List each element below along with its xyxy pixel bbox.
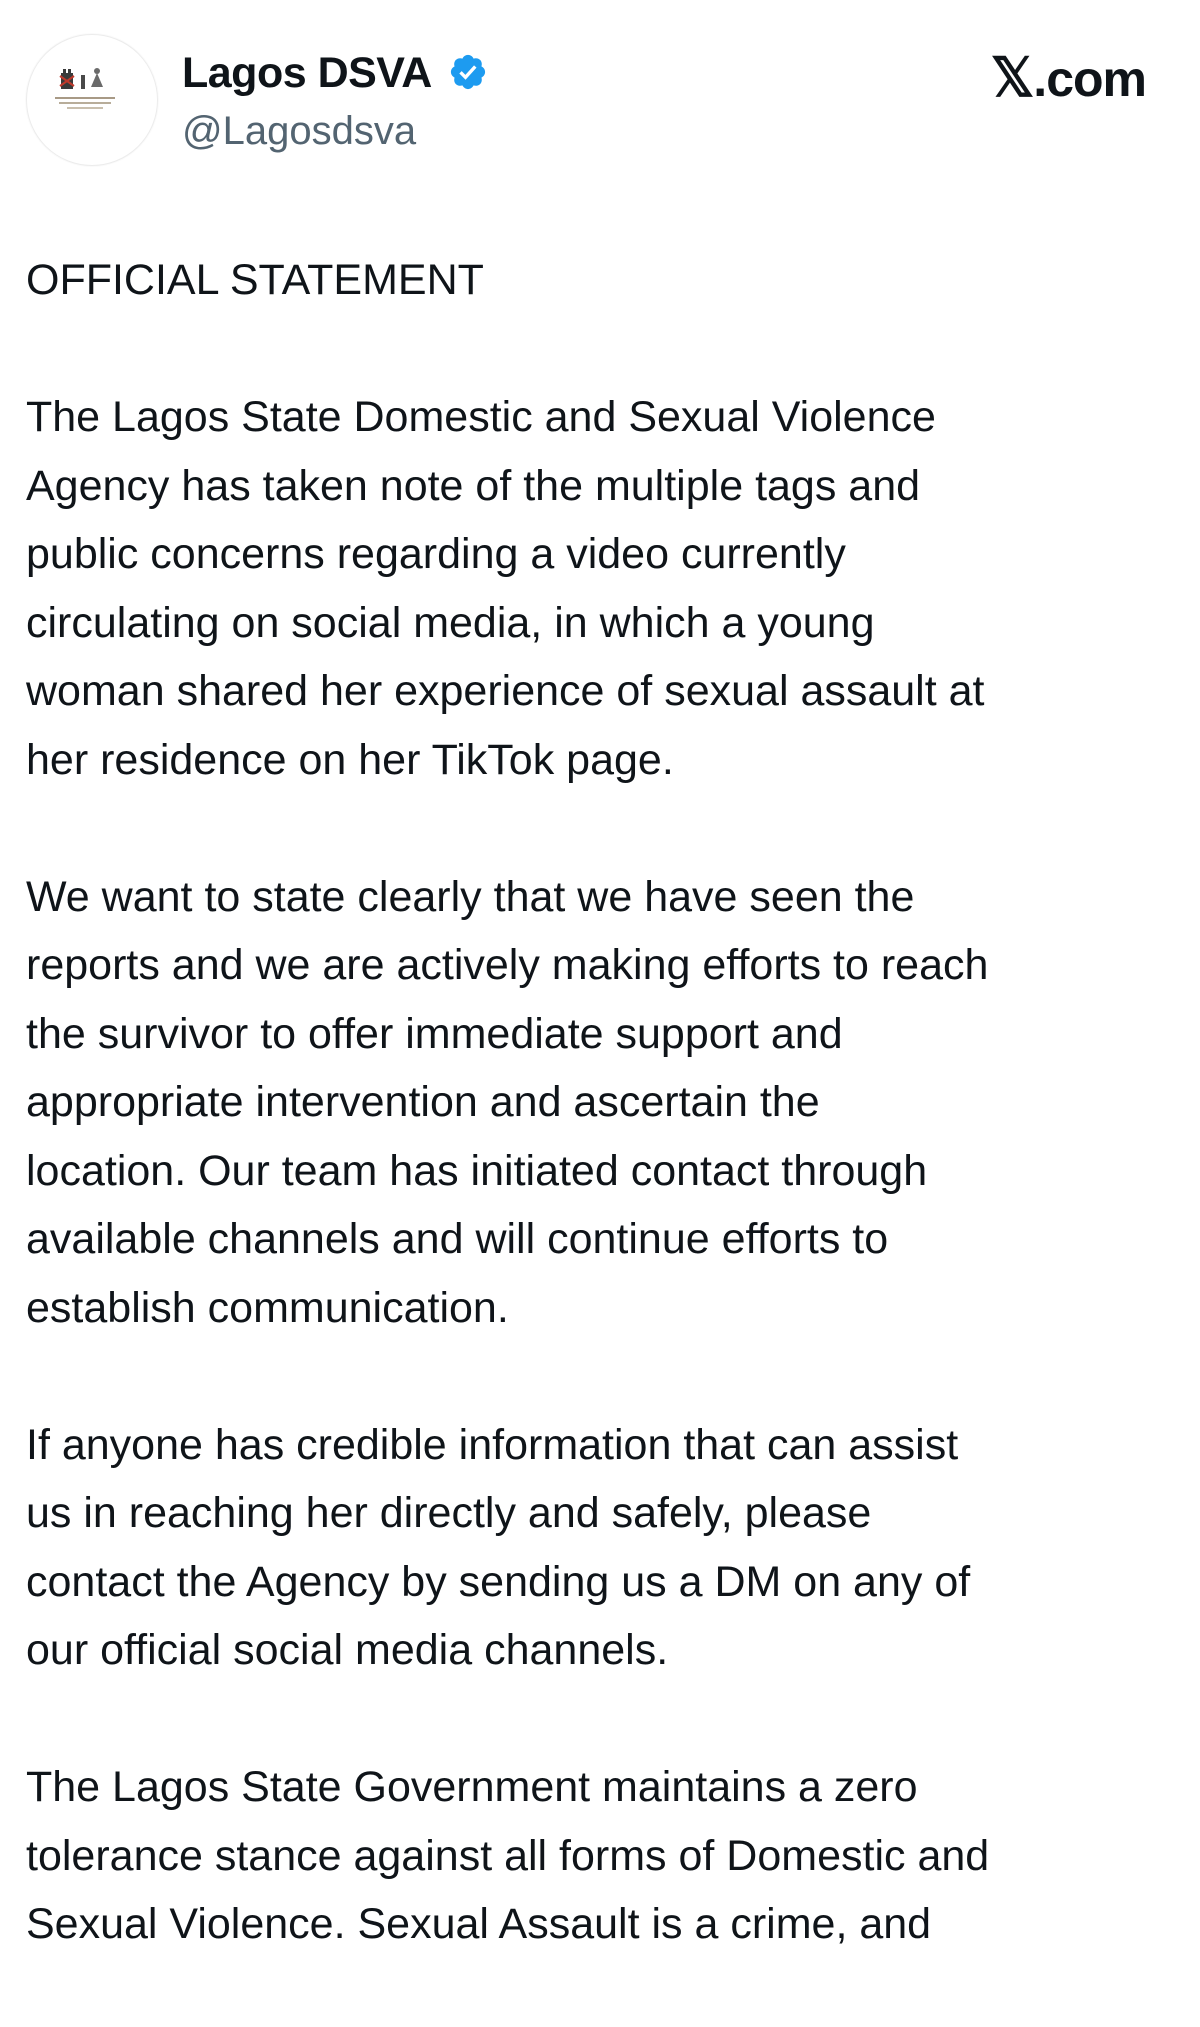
display-name[interactable]: Lagos DSVA — [182, 49, 432, 97]
verified-badge-icon — [448, 52, 488, 92]
post-paragraph: We want to state clearly that we have seen the reports and we are actively making efforts to reach the survivor to offer immediate support and appropriate intervention and ascertain the location. Our team has initiated contact through available channels and will continue efforts to establish communication. — [26, 872, 989, 1332]
account-handle[interactable]: @Lagosdsva — [182, 109, 417, 153]
post-paragraph: The Lagos State Government maintains a zero tolerance stance against all forms of Domestic and Sexual Violence. Sexual Assault is a crime, and — [26, 1763, 990, 1948]
avatar[interactable] — [26, 34, 158, 166]
x-logo-text: .com — [1033, 51, 1146, 107]
post-paragraph: If anyone has credible information that can assist us in reaching her directly and safely, please contact the Agency by sending us a DM on any of our official social media channels. — [26, 1420, 971, 1674]
post-header — [0, 0, 1200, 190]
post-paragraph: The Lagos State Domestic and Sexual Violence Agency has taken note of the multiple tags and public concerns regarding a video currently circulating on social media, in which a young woman shared her experience of sexual assault at her residence on her TikTok page. — [26, 393, 985, 784]
x-logo — [991, 50, 1146, 107]
post-body — [26, 246, 1176, 2027]
agency-logo-icon — [27, 35, 157, 165]
post-heading: OFFICIAL STATEMENT — [26, 256, 484, 304]
x-logo-icon: 𝕏 — [990, 48, 1034, 108]
